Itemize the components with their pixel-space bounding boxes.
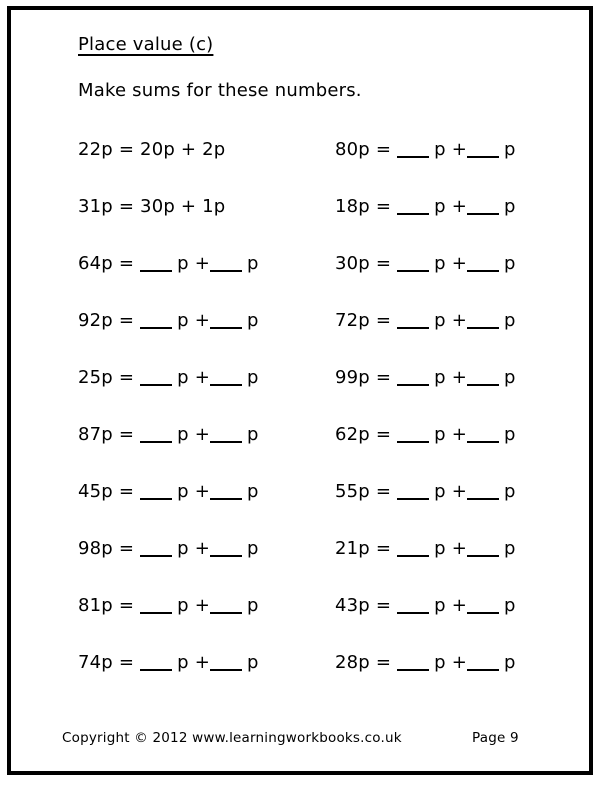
- sum-problem: [335, 538, 560, 595]
- sum-mid: p +: [177, 538, 210, 559]
- answer-blank-tens: [140, 493, 172, 500]
- sum-mid: p +: [177, 595, 210, 616]
- answer-blank-tens: [140, 379, 172, 386]
- sum-example: [78, 196, 335, 253]
- answer-blank-ones: [467, 208, 499, 215]
- answer-blank-tens: [397, 322, 429, 329]
- page-title: Place value (c): [78, 34, 214, 55]
- sum-problem: [78, 253, 335, 310]
- sum-prefix: 28p =: [335, 652, 392, 673]
- answer-blank-ones: [210, 322, 242, 329]
- sum-mid: p +: [434, 367, 467, 388]
- sum-problem: [78, 481, 335, 538]
- sum-problem: [335, 595, 560, 652]
- answer-blank-tens: [140, 322, 172, 329]
- sum-prefix: 62p =: [335, 424, 392, 445]
- sum-mid: p +: [177, 424, 210, 445]
- answer-blank-tens: [140, 436, 172, 443]
- sum-suffix: p: [503, 253, 516, 274]
- problem-row: [78, 424, 560, 481]
- sum-mid: p +: [177, 652, 210, 673]
- answer-blank-tens: [397, 208, 429, 215]
- problem-row: [78, 367, 560, 424]
- sum-prefix: 43p =: [335, 595, 392, 616]
- answer-blank-tens: [397, 607, 429, 614]
- sum-prefix: 80p =: [335, 139, 392, 160]
- sum-mid: p +: [177, 367, 210, 388]
- answer-blank-ones: [467, 664, 499, 671]
- problem-row: [78, 196, 560, 253]
- answer-blank-tens: [397, 664, 429, 671]
- sum-prefix: 45p =: [78, 481, 135, 502]
- sum-prefix: 87p =: [78, 424, 135, 445]
- sum-suffix: p: [246, 538, 259, 559]
- sum-mid: p +: [434, 652, 467, 673]
- sum-suffix: p: [246, 367, 259, 388]
- sum-prefix: 72p =: [335, 310, 392, 331]
- problem-row: [78, 253, 560, 310]
- sum-problem: [335, 367, 560, 424]
- problem-row: [78, 310, 560, 367]
- sum-mid: p +: [434, 310, 467, 331]
- answer-blank-ones: [467, 151, 499, 158]
- answer-blank-tens: [140, 607, 172, 614]
- sum-mid: p +: [177, 481, 210, 502]
- sum-problem: [78, 538, 335, 595]
- sum-prefix: 99p =: [335, 367, 392, 388]
- sum-suffix: p: [503, 196, 516, 217]
- problem-row: [78, 139, 560, 196]
- answer-blank-ones: [210, 607, 242, 614]
- answer-blank-ones: [210, 550, 242, 557]
- sum-problem: [335, 196, 560, 253]
- sum-suffix: p: [503, 652, 516, 673]
- sum-mid: p +: [177, 310, 210, 331]
- answer-blank-ones: [210, 265, 242, 272]
- sum-prefix: 25p =: [78, 367, 135, 388]
- answer-blank-tens: [397, 265, 429, 272]
- problem-row: [78, 538, 560, 595]
- sum-mid: p +: [177, 253, 210, 274]
- sum-prefix: 98p =: [78, 538, 135, 559]
- sum-prefix: 21p =: [335, 538, 392, 559]
- answer-blank-ones: [210, 493, 242, 500]
- sum-problem: [335, 139, 560, 196]
- sum-prefix: 64p =: [78, 253, 135, 274]
- answer-blank-ones: [467, 550, 499, 557]
- answer-blank-ones: [467, 493, 499, 500]
- sum-suffix: p: [503, 139, 516, 160]
- answer-blank-tens: [140, 265, 172, 272]
- sum-mid: p +: [434, 196, 467, 217]
- sum-prefix: 74p =: [78, 652, 135, 673]
- sum-problem: [78, 595, 335, 652]
- sum-text: 31p = 30p + 1p: [78, 196, 226, 217]
- problems-grid: [78, 139, 560, 709]
- answer-blank-ones: [467, 265, 499, 272]
- sum-mid: p +: [434, 139, 467, 160]
- sum-suffix: p: [246, 424, 259, 445]
- answer-blank-tens: [140, 664, 172, 671]
- sum-prefix: 30p =: [335, 253, 392, 274]
- sum-prefix: 81p =: [78, 595, 135, 616]
- sum-problem: [335, 652, 560, 709]
- sum-problem: [78, 367, 335, 424]
- sum-prefix: 92p =: [78, 310, 135, 331]
- sum-suffix: p: [503, 310, 516, 331]
- sum-example: [78, 139, 335, 196]
- answer-blank-ones: [467, 436, 499, 443]
- sum-suffix: p: [246, 595, 259, 616]
- answer-blank-ones: [210, 436, 242, 443]
- footer-page-number: Page 9: [472, 730, 519, 746]
- sum-prefix: 18p =: [335, 196, 392, 217]
- sum-suffix: p: [246, 310, 259, 331]
- answer-blank-ones: [210, 379, 242, 386]
- sum-suffix: p: [503, 595, 516, 616]
- answer-blank-tens: [397, 436, 429, 443]
- sum-suffix: p: [503, 424, 516, 445]
- footer-copyright: Copyright © 2012 www.learningworkbooks.co.uk: [62, 730, 402, 746]
- sum-mid: p +: [434, 538, 467, 559]
- sum-problem: [335, 424, 560, 481]
- sum-mid: p +: [434, 481, 467, 502]
- answer-blank-tens: [140, 550, 172, 557]
- sum-prefix: 55p =: [335, 481, 392, 502]
- answer-blank-tens: [397, 493, 429, 500]
- sum-text: 22p = 20p + 2p: [78, 139, 226, 160]
- answer-blank-ones: [467, 322, 499, 329]
- sum-suffix: p: [246, 481, 259, 502]
- sum-suffix: p: [503, 481, 516, 502]
- instruction-text: Make sums for these numbers.: [78, 80, 362, 101]
- sum-problem: [78, 652, 335, 709]
- answer-blank-ones: [210, 664, 242, 671]
- sum-problem: [78, 310, 335, 367]
- answer-blank-ones: [467, 379, 499, 386]
- sum-problem: [335, 310, 560, 367]
- problem-row: [78, 595, 560, 652]
- sum-mid: p +: [434, 424, 467, 445]
- answer-blank-tens: [397, 379, 429, 386]
- sum-suffix: p: [246, 253, 259, 274]
- sum-problem: [335, 481, 560, 538]
- answer-blank-tens: [397, 550, 429, 557]
- sum-problem: [335, 253, 560, 310]
- answer-blank-ones: [467, 607, 499, 614]
- sum-suffix: p: [503, 538, 516, 559]
- sum-problem: [78, 424, 335, 481]
- sum-mid: p +: [434, 595, 467, 616]
- problem-row: [78, 481, 560, 538]
- sum-suffix: p: [246, 652, 259, 673]
- sum-suffix: p: [503, 367, 516, 388]
- sum-mid: p +: [434, 253, 467, 274]
- problem-row: [78, 652, 560, 709]
- answer-blank-tens: [397, 151, 429, 158]
